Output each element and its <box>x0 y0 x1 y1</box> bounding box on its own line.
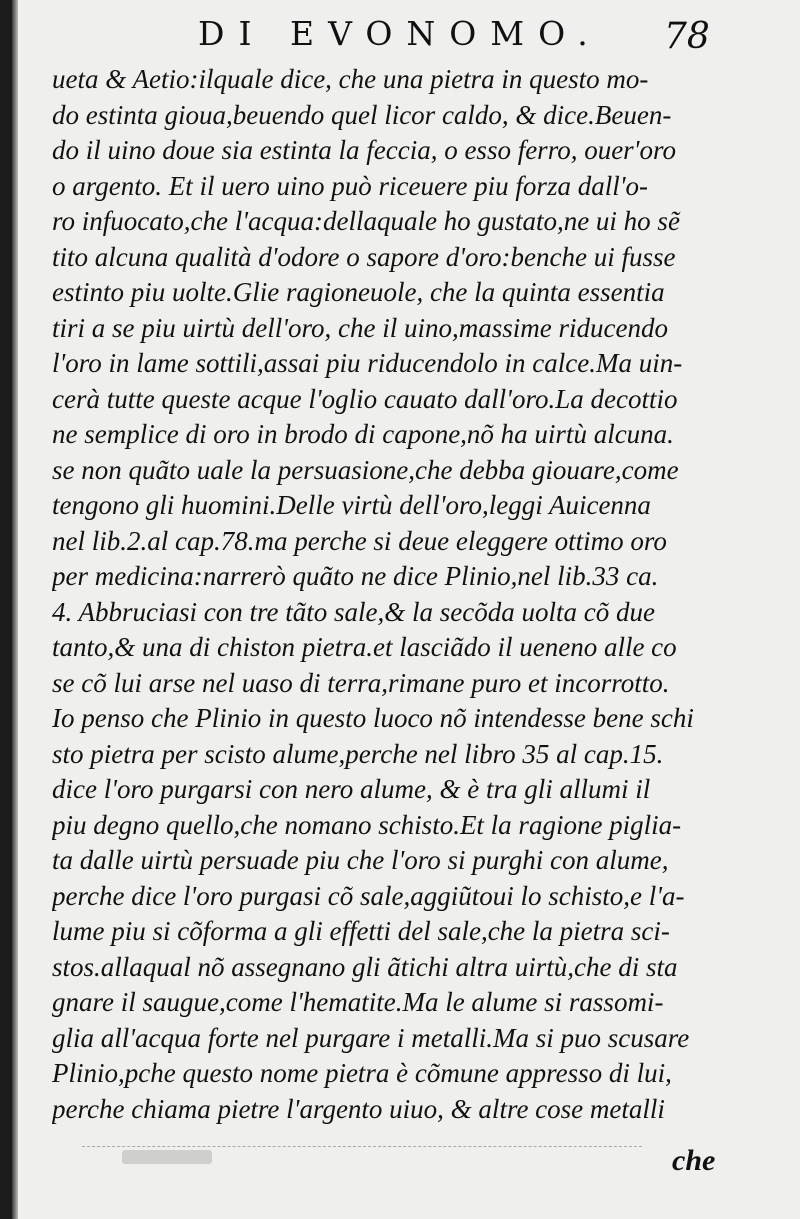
text-line: ro infuocato,che l'acqua:dellaquale ho gustato,ne ui ho sẽ <box>52 206 680 236</box>
catchword: che <box>672 1144 716 1177</box>
page-gutter-shadow <box>12 0 18 1219</box>
text-line: tito alcuna qualità d'odore o sapore d'oro:benche ui fusse <box>52 241 676 272</box>
book-page <box>12 0 800 1219</box>
text-line: se non quãto uale la persuasione,che debba giouare,come <box>52 454 679 485</box>
text-line: 4. Abbruciasi con tre tãto sale,& la secõda uolta cõ due <box>52 596 655 627</box>
text-line: per medicina:narrerò quãto ne dice Plinio,nel lib.33 ca. <box>52 561 659 591</box>
text-line: tanto,& una di chiston pietra.et lasciãdo il ueneno alle co <box>52 632 677 662</box>
text-line: tengono gli huomini.Delle virtù dell'oro,leggi Auicenna <box>52 490 651 520</box>
text-line: perche chiama pietre l'argento uiuo, & altre cose metalli <box>52 1093 665 1124</box>
text-line: cerà tutte queste acque l'oglio cauato dall'oro.La decottio <box>52 383 678 414</box>
text-block <box>52 62 772 1127</box>
bottom-rule <box>82 1146 642 1147</box>
text-line: stos.allaqual nõ assegnano gli ãtichi altra uirtù,che di sta <box>52 951 678 982</box>
text-line: lume piu si cõforma a gli effetti del sale,che la pietra sci- <box>52 916 670 946</box>
text-line: Io penso che Plinio in questo luoco nõ intendesse bene schi <box>52 703 694 733</box>
text-line: ueta & Aetio:ilquale dice, che una pietra in questo mo- <box>52 64 649 94</box>
text-line: tiri a se piu uirtù dell'oro, che il uino,massime riducendo <box>52 312 668 343</box>
text-line: gnare il saugue,come l'hematite.Ma le alume si rassomi- <box>52 987 664 1017</box>
page-number: 78 <box>664 16 710 57</box>
text-line: piu degno quello,che nomano schisto.Et la ragione piglia- <box>52 809 682 840</box>
text-line: l'oro in lame sottili,assai piu riducendolo in calce.Ma uin- <box>52 348 683 378</box>
text-line: do il uino doue sia estinta la feccia, o esso ferro, ouer'oro <box>52 135 676 165</box>
text-line: se cõ lui arse nel uaso di terra,rimane puro et incorrotto. <box>52 667 670 698</box>
text-line: perche dice l'oro purgasi cõ sale,aggiũtoui lo schisto,e l'a- <box>52 880 685 911</box>
text-line: glia all'acqua forte nel purgare i metalli.Ma si puo scusare <box>52 1022 690 1053</box>
text-line: sto pietra per scisto alume,perche nel libro 35 al cap.15. <box>52 738 664 769</box>
text-line: Plinio,pche questo nome pietra è cõmune appresso di lui, <box>52 1058 672 1088</box>
text-line: estinto piu uolte.Glie ragioneuole, che la quinta essentia <box>52 277 665 307</box>
text-line: ta dalle uirtù persuade piu che l'oro si purghi con alume, <box>52 845 669 875</box>
text-line: nel lib.2.al cap.78.ma perche si deue eleggere ottimo oro <box>52 525 667 556</box>
text-line: ne semplice di oro in brodo di capone,nõ ha uirtù alcuna. <box>52 419 674 449</box>
running-title: DI EVONOMO. <box>198 14 602 53</box>
ink-smudge <box>122 1150 212 1164</box>
text-line: do estinta gioua,beuendo quel licor caldo, & dice.Beuen- <box>52 99 672 130</box>
text-line: dice l'oro purgarsi con nero alume, & è tra gli allumi il <box>52 774 651 804</box>
text-line: o argento. Et il uero uino può riceuere piu forza dall'o- <box>52 170 648 201</box>
